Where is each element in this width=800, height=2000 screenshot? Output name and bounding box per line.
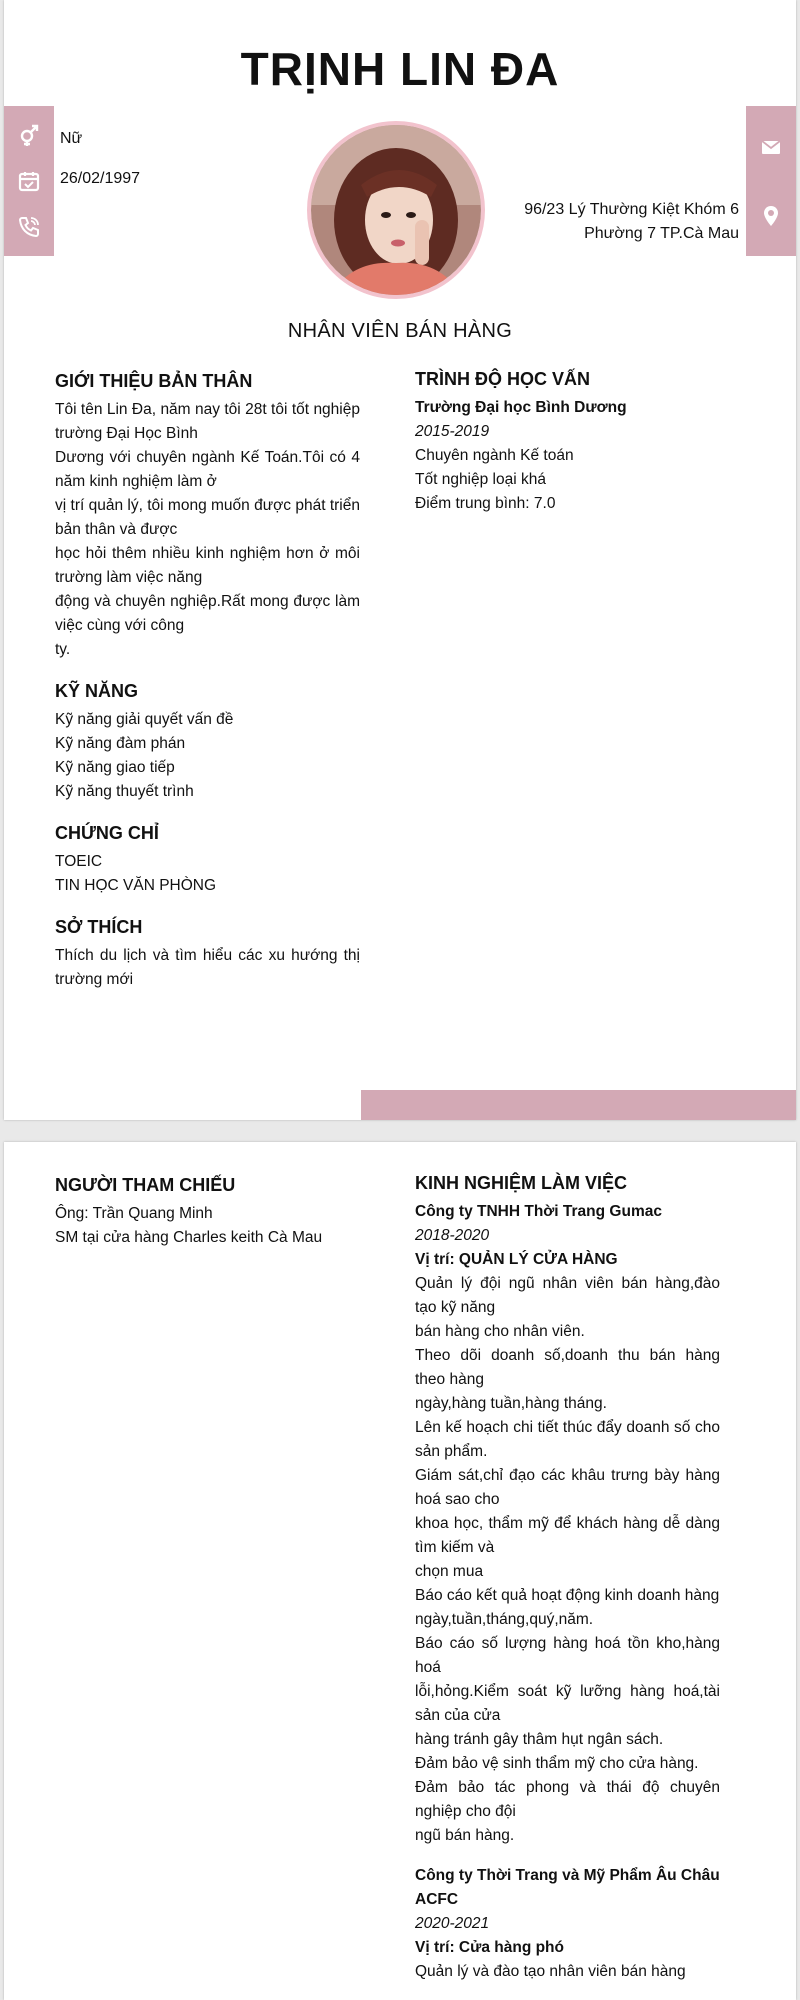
experience-title: KINH NGHIỆM LÀM VIỆC: [415, 1173, 628, 1193]
cv-page-1: [4, 0, 796, 1120]
address-line-2: Phường 7 TP.Cà Mau: [584, 225, 739, 242]
job-duty: ngày,hàng tuần,hàng tháng.: [415, 1395, 607, 1412]
footer-accent-bar: [361, 1090, 796, 1120]
job-title: NHÂN VIÊN BÁN HÀNG: [287, 320, 513, 342]
education-title: TRÌNH ĐỘ HỌC VẤN: [415, 369, 590, 389]
education-period: 2015-2019: [415, 423, 490, 440]
hobbies-text: Thích du lịch và tìm hiểu các xu hướng thị trường mới: [55, 947, 360, 988]
skill-item: Kỹ năng thuyết trình: [55, 783, 194, 800]
address: [524, 198, 739, 246]
job-duty: chọn mua: [415, 1563, 484, 1580]
location-icon: [759, 204, 783, 228]
job-duty: lỗi,hỏng.Kiểm soát kỹ lưỡng hàng hoá,tài sản của cửa: [415, 1683, 720, 1724]
education-detail: Tốt nghiệp loại khá: [415, 471, 546, 488]
skill-item: Kỹ năng đàm phán: [55, 735, 186, 752]
job-position: Vị trí: Cửa hàng phó: [415, 1939, 564, 1956]
job-duty: Đảm bảo vệ sinh thẩm mỹ cho cửa hàng.: [415, 1755, 699, 1772]
job-duty: Lên kế hoạch chi tiết thúc đẩy doanh số cho sản phẩm.: [415, 1419, 720, 1460]
phone-icon: [17, 215, 41, 239]
left-column: [55, 368, 360, 992]
job-period: 2018-2020: [415, 1227, 490, 1244]
email-icon: [759, 135, 783, 159]
birthdate-text: 26/02/1997: [60, 170, 141, 187]
candidate-name: TRỊNH LIN ĐA: [240, 43, 560, 95]
right-column: [415, 366, 720, 516]
about-title: GIỚI THIỆU BẢN THÂN: [55, 371, 253, 391]
job-duty: khoa học, thẩm mỹ để khách hàng dễ dàng tìm kiếm và: [415, 1515, 720, 1556]
certificate-item: TIN HỌC VĂN PHÒNG: [55, 877, 217, 894]
job-position: Vị trí: QUẢN LÝ CỬA HÀNG: [415, 1251, 618, 1268]
reference-line: Ông: Trần Quang Minh: [55, 1205, 213, 1222]
references-column: [55, 1172, 360, 1250]
about-line: Dương với chuyên ngành Kế Toán.Tôi có 4 năm kinh nghiệm làm ở: [55, 449, 360, 490]
job-duty: hàng tránh gây thâm hụt ngân sách.: [415, 1731, 664, 1748]
reference-line: SM tại cửa hàng Charles keith Cà Mau: [55, 1229, 323, 1246]
job-company: Công ty TNHH Thời Trang Gumac: [415, 1203, 662, 1220]
job-duty: ngày,tuần,tháng,quý,năm.: [415, 1611, 594, 1628]
experience-column: [415, 1170, 720, 1984]
certificates-title: CHỨNG CHỈ: [55, 823, 159, 843]
skill-item: Kỹ năng giao tiếp: [55, 759, 175, 776]
about-line: động và chuyên nghiệp.Rất mong được làm việc cùng với công: [55, 593, 360, 634]
job-duty: ngũ bán hàng.: [415, 1827, 515, 1844]
about-line: học hỏi thêm nhiều kinh nghiệm hơn ở môi trường làm việc năng: [55, 545, 360, 586]
job-duty: Báo cáo số lượng hàng hoá tồn kho,hàng hoá: [415, 1635, 720, 1676]
about-line: ty.: [55, 641, 71, 658]
gender-icon: [17, 123, 41, 147]
about-line: Tôi tên Lin Đa, năm nay tôi 28t tôi tốt nghiệp trường Đại Học Bình: [55, 401, 360, 442]
job-duty: Quản lý và đào tạo nhân viên bán hàng: [415, 1963, 686, 1980]
cv-page-2: [4, 1142, 796, 2000]
education-school: Trường Đại học Bình Dương: [415, 399, 627, 416]
calendar-icon: [17, 169, 41, 193]
job-duty: bán hàng cho nhân viên.: [415, 1323, 585, 1340]
gender-text: Nữ: [60, 130, 83, 147]
hobbies-title: SỞ THÍCH: [55, 917, 143, 937]
address-line-1: 96/23 Lý Thường Kiệt Khóm 6: [524, 201, 739, 218]
certificate-item: TOEIC: [55, 853, 103, 870]
left-icon-bar: [4, 106, 54, 256]
education-detail: Điểm trung bình: 7.0: [415, 495, 556, 512]
education-detail: Chuyên ngành Kế toán: [415, 447, 574, 464]
job-duty: Đảm bảo tác phong và thái độ chuyên nghiệp cho đội: [415, 1779, 720, 1820]
right-icon-bar: [746, 106, 796, 256]
references-title: NGƯỜI THAM CHIẾU: [55, 1175, 236, 1195]
skills-title: KỸ NĂNG: [55, 681, 139, 701]
job-company: Công ty Thời Trang và Mỹ Phẩm Âu Châu ACFC: [415, 1867, 720, 1908]
about-line: vị trí quản lý, tôi mong muốn được phát triển bản thân và được: [55, 497, 360, 538]
job-duty: Giám sát,chỉ đạo các khâu trưng bày hàng hoá sao cho: [415, 1467, 720, 1508]
skill-item: Kỹ năng giải quyết vấn đề: [55, 711, 234, 728]
job-period: 2020-2021: [415, 1915, 490, 1932]
job-duty: Quản lý đội ngũ nhân viên bán hàng,đào tạo kỹ năng: [415, 1275, 720, 1316]
avatar: [307, 121, 485, 299]
job-duty: Báo cáo kết quả hoạt động kinh doanh hàng: [415, 1587, 720, 1604]
job-duty: Theo dõi doanh số,doanh thu bán hàng theo hàng: [415, 1347, 720, 1388]
